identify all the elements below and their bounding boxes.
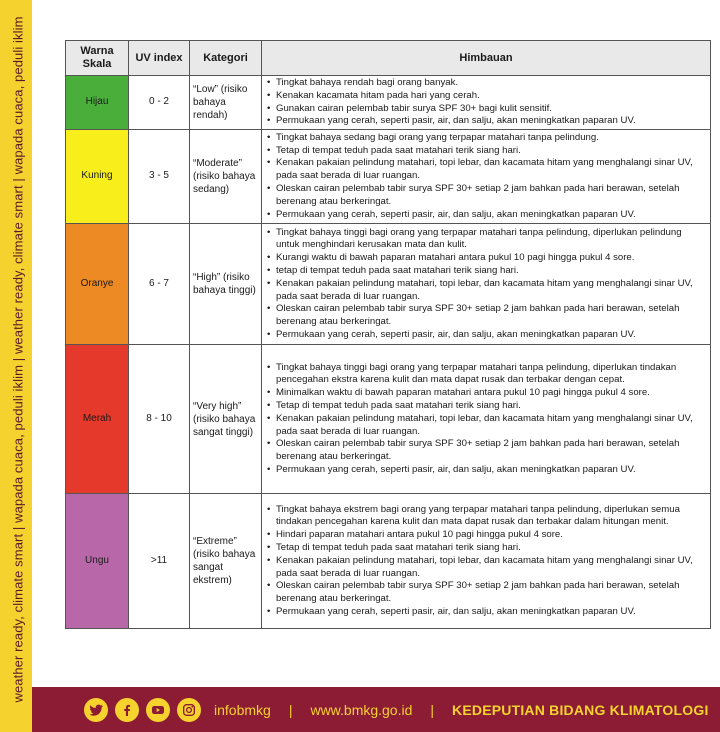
page bbox=[32, 0, 720, 732]
advice-item: • Permukaan yang cerah, seperti pasir, air, dan salju, akan meningkatkan paparan UV. bbox=[266, 209, 707, 222]
side-strip bbox=[0, 0, 32, 732]
scale-color-cell: Merah bbox=[66, 345, 129, 494]
advice-list bbox=[266, 132, 707, 222]
uv-index-cell: 3 - 5 bbox=[129, 130, 190, 224]
instagram-icon[interactable] bbox=[177, 698, 201, 722]
advice-cell bbox=[262, 345, 711, 494]
header-category: Kategori bbox=[190, 41, 262, 76]
advice-cell bbox=[262, 224, 711, 345]
header-uv-index: UV index bbox=[129, 41, 190, 76]
scale-color-cell: Ungu bbox=[66, 494, 129, 629]
footer-bar bbox=[32, 687, 720, 732]
advice-item: • Tetap di tempat teduh pada saat matahari terik siang hari. bbox=[266, 400, 707, 413]
advice-item: • Oleskan cairan pelembab tabir surya SPF 30+ setiap 2 jam bahkan pada hari berawan, setelah berenang atau berkeringat. bbox=[266, 580, 707, 606]
advice-cell bbox=[262, 130, 711, 224]
advice-item: • Kenakan pakaian pelindung matahari, topi lebar, dan kacamata hitam yang menghalangi sinar UV, pada saat berada di luar ruangan. bbox=[266, 413, 707, 439]
social-handle[interactable]: infobmkg bbox=[214, 701, 271, 718]
table-header-row bbox=[66, 41, 711, 76]
advice-item: • Oleskan cairan pelembab tabir surya SPF 30+ setiap 2 jam bahkan pada hari berawan, setelah berenang atau berkeringat. bbox=[266, 438, 707, 464]
advice-cell bbox=[262, 494, 711, 629]
advice-item: • Permukaan yang cerah, seperti pasir, air, dan salju, akan meningkatkan paparan UV. bbox=[266, 464, 707, 477]
header-scale: Warna Skala bbox=[66, 41, 129, 76]
advice-item: • Tingkat bahaya ekstrem bagi orang yang terpapar matahari tanpa pelindung, diperlukan semua tindakan pencegahan karena kulit dan mata dapat rusak dan terbakar dalam hitungan menit. bbox=[266, 504, 707, 530]
category-cell: “Very high” (risiko bahaya sangat tinggi) bbox=[190, 345, 262, 494]
advice-item: • Kurangi waktu di bawah paparan matahari antara pukul 10 pagi hingga pukul 4 sore. bbox=[266, 252, 707, 265]
category-cell: “Moderate” (risiko bahaya sedang) bbox=[190, 130, 262, 224]
advice-item: • Tetap di tempat teduh pada saat matahari terik siang hari. bbox=[266, 145, 707, 158]
table-row bbox=[66, 130, 711, 224]
advice-item: • Permukaan yang cerah, seperti pasir, air, dan salju, akan meningkatkan paparan UV. bbox=[266, 115, 707, 128]
advice-item: • Gunakan cairan pelembab tabir surya SPF 30+ bagi kulit sensitif. bbox=[266, 103, 707, 116]
uv-index-cell: 0 - 2 bbox=[129, 76, 190, 130]
advice-item: • Minimalkan waktu di bawah paparan matahari antara pukul 10 pagi hingga pukul 4 sore. bbox=[266, 387, 707, 400]
twitter-icon[interactable] bbox=[84, 698, 108, 722]
advice-item: • Kenakan pakaian pelindung matahari, topi lebar, dan kacamata hitam yang menghalangi sinar UV, pada saat berada di luar ruangan. bbox=[266, 555, 707, 581]
advice-list bbox=[266, 504, 707, 619]
advice-item: • Tingkat bahaya rendah bagi orang banyak. bbox=[266, 77, 707, 90]
advice-item: • Tingkat bahaya tinggi bagi orang yang terpapar matahari tanpa pelindung, diperlukan pelindung untuk menghindari kerusakan mata dan kulit. bbox=[266, 227, 707, 253]
advice-item: • Oleskan cairan pelembab tabir surya SPF 30+ setiap 2 jam bahkan pada hari berawan, setelah berenang atau berkeringat. bbox=[266, 183, 707, 209]
advice-cell bbox=[262, 76, 711, 130]
side-slogan bbox=[3, 0, 29, 720]
table-row bbox=[66, 224, 711, 345]
table-row bbox=[66, 76, 711, 130]
uv-index-cell: >11 bbox=[129, 494, 190, 629]
table-body bbox=[66, 76, 711, 629]
uv-index-cell: 8 - 10 bbox=[129, 345, 190, 494]
advice-item: • Hindari paparan matahari antara pukul 10 pagi hingga pukul 4 sore. bbox=[266, 529, 707, 542]
header-advice: Himbauan bbox=[262, 41, 711, 76]
advice-item: • Permukaan yang cerah, seperti pasir, air, dan salju, akan meningkatkan paparan UV. bbox=[266, 329, 707, 342]
advice-item: • Kenakan pakaian pelindung matahari, topi lebar, dan kacamata hitam yang menghalangi sinar UV, pada saat berada di luar ruangan. bbox=[266, 278, 707, 304]
department-name: KEDEPUTIAN BIDANG KLIMATOLOGI bbox=[452, 701, 709, 718]
facebook-icon[interactable] bbox=[115, 698, 139, 722]
advice-item: • Tingkat bahaya sedang bagi orang yang terpapar matahari tanpa pelindung. bbox=[266, 132, 707, 145]
youtube-icon[interactable] bbox=[146, 698, 170, 722]
website-link[interactable]: www.bmkg.go.id bbox=[310, 701, 413, 718]
side-slogan-text: weather ready, climate smart | wapada cuaca, peduli iklim | weather ready, climate smart | wapada cuaca, peduli iklim bbox=[10, 16, 26, 703]
advice-item: • Permukaan yang cerah, seperti pasir, air, dan salju, akan meningkatkan paparan UV. bbox=[266, 606, 707, 619]
social-icons bbox=[84, 698, 208, 722]
advice-list bbox=[266, 77, 707, 128]
scale-color-cell: Kuning bbox=[66, 130, 129, 224]
table-row bbox=[66, 345, 711, 494]
table-row bbox=[66, 494, 711, 629]
category-cell: “High” (risiko bahaya tinggi) bbox=[190, 224, 262, 345]
footer-separator-2: | bbox=[430, 701, 435, 718]
scale-color-cell: Oranye bbox=[66, 224, 129, 345]
scale-color-cell: Hijau bbox=[66, 76, 129, 130]
advice-list bbox=[266, 227, 707, 342]
advice-item: • tetap di tempat teduh pada saat matahari terik siang hari. bbox=[266, 265, 707, 278]
advice-list bbox=[266, 362, 707, 477]
uv-index-cell: 6 - 7 bbox=[129, 224, 190, 345]
category-cell: “Extreme” (risiko bahaya sangat ekstrem) bbox=[190, 494, 262, 629]
advice-item: • Kenakan pakaian pelindung matahari, topi lebar, dan kacamata hitam yang menghalangi sinar UV, pada saat berada di luar ruangan. bbox=[266, 157, 707, 183]
advice-item: • Oleskan cairan pelembab tabir surya SPF 30+ setiap 2 jam bahkan pada hari berawan, setelah berenang atau berkeringat. bbox=[266, 303, 707, 329]
advice-item: • Tetap di tempat teduh pada saat matahari terik siang hari. bbox=[266, 542, 707, 555]
advice-item: • Tingkat bahaya tinggi bagi orang yang terpapar matahari tanpa pelindung, diperlukan tindakan pencegahan ekstra karena kulit dan mata dapat rusak dan terbakar dengan cepat. bbox=[266, 362, 707, 388]
footer-separator-1: | bbox=[288, 701, 293, 718]
category-cell: “Low” (risiko bahaya rendah) bbox=[190, 76, 262, 130]
advice-item: • Kenakan kacamata hitam pada hari yang cerah. bbox=[266, 90, 707, 103]
uv-index-table bbox=[65, 40, 711, 629]
